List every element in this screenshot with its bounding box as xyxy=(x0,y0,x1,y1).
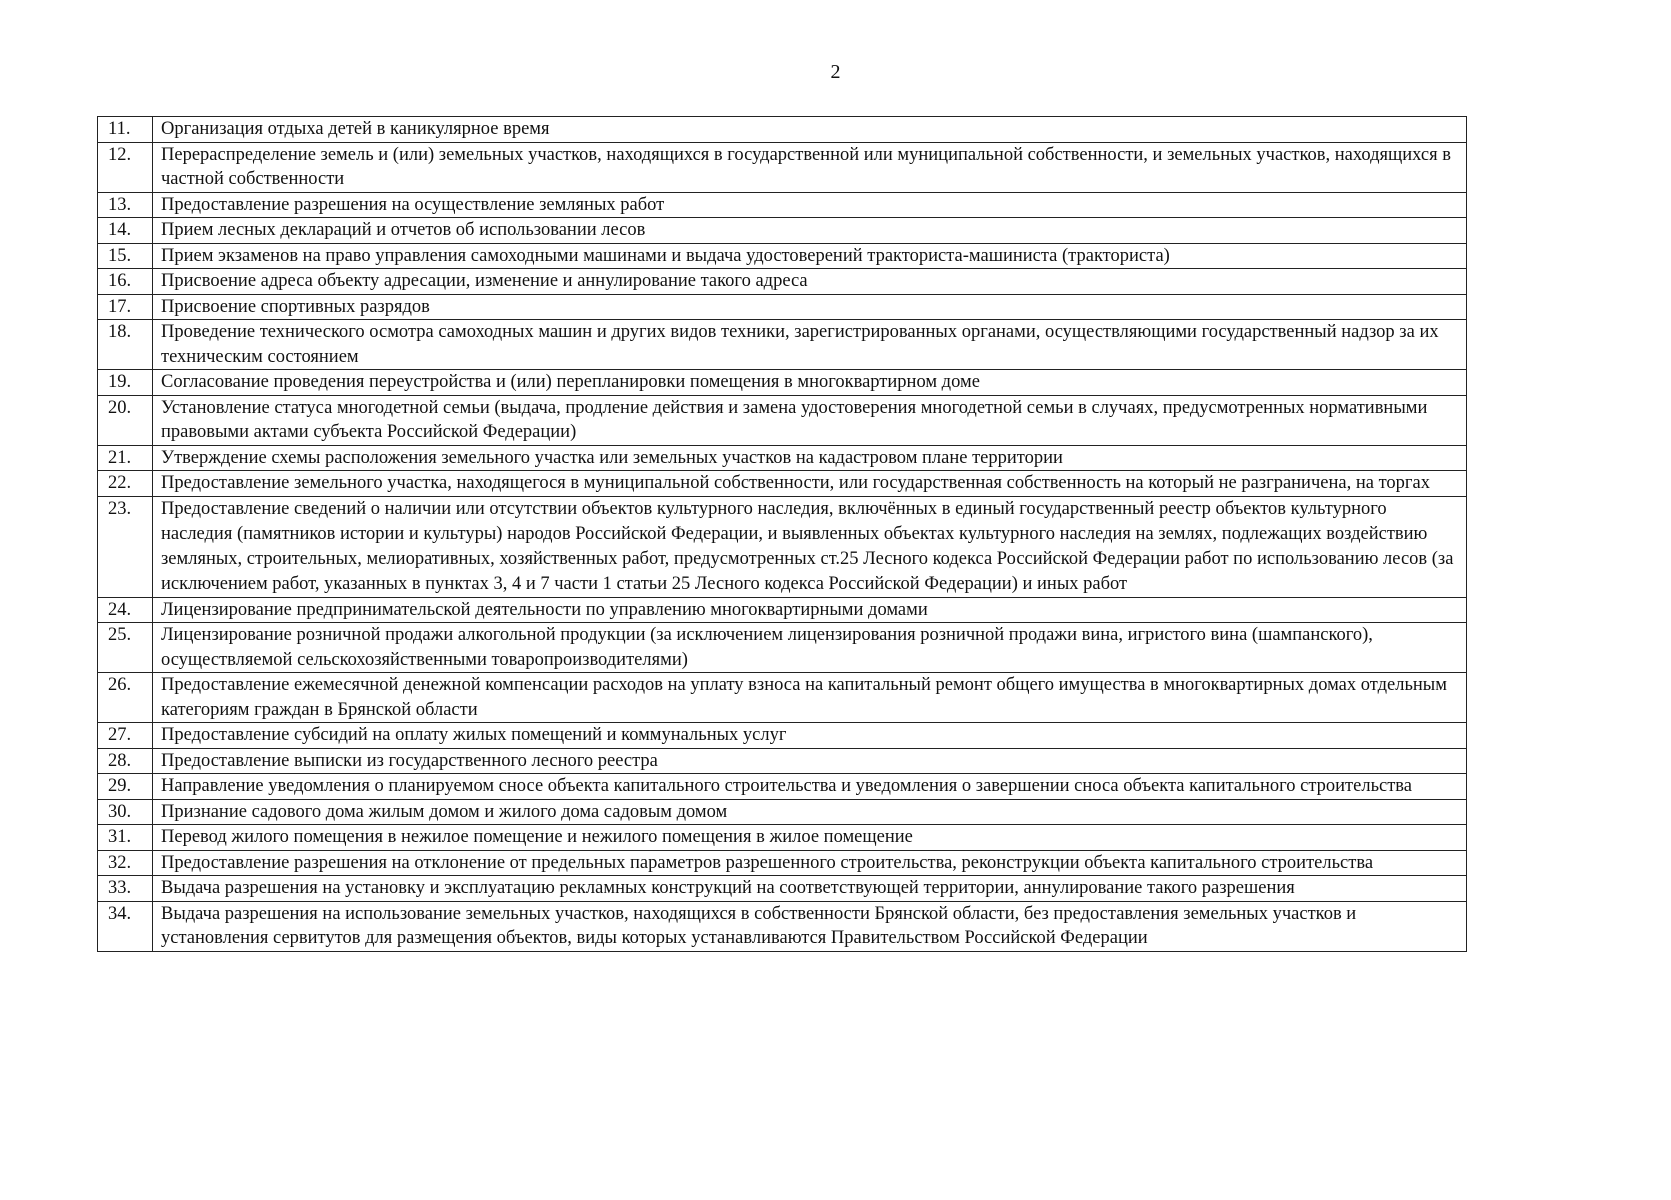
row-text: Предоставление разрешения на отклонение от предельных параметров разрешенного строительства, реконструкции объекта капитального строительства xyxy=(153,850,1467,876)
table-row xyxy=(98,471,1467,497)
table-row xyxy=(98,799,1467,825)
row-number: 18. xyxy=(98,320,153,370)
row-text: Проведение технического осмотра самоходных машин и других видов техники, зарегистрированных органами, осуществляющими государственный надзор за их техническим состоянием xyxy=(153,320,1467,370)
row-text: Утверждение схемы расположения земельного участка или земельных участков на кадастровом плане территории xyxy=(153,445,1467,471)
row-number: 25. xyxy=(98,623,153,673)
services-table xyxy=(97,116,1467,952)
row-text: Выдача разрешения на использование земельных участков, находящихся в собственности Брянской области, без предоставления земельных участков и установления сервитутов для размещения объектов, виды которых устанавливаются Правительством Российской Федерации xyxy=(153,901,1467,951)
row-number: 34. xyxy=(98,901,153,951)
table-row xyxy=(98,774,1467,800)
table-row xyxy=(98,269,1467,295)
table-row xyxy=(98,597,1467,623)
table-row xyxy=(98,294,1467,320)
table-row xyxy=(98,496,1467,597)
row-text: Предоставление сведений о наличии или отсутствии объектов культурного наследия, включённых в единый государственный реестр объектов культурного наследия (памятников истории и культуры) народов Российской Федерации, и выявленных объектах культурного наследия на землях, подлежащих воздействию земляных, строительных, мелиоративных, хозяйственных работ, предусмотренных ст.25 Лесного кодекса Российской Федерации работ по использованию лесов (за исключением работ, указанных в пунктах 3, 4 и 7 части 1 статьи 25 Лесного кодекса Российской Федерации) и иных работ xyxy=(153,496,1467,597)
row-number: 19. xyxy=(98,370,153,396)
row-text: Согласование проведения переустройства и (или) перепланировки помещения в многоквартирном доме xyxy=(153,370,1467,396)
row-text: Организация отдыха детей в каникулярное время xyxy=(153,117,1467,143)
row-text: Присвоение адреса объекту адресации, изменение и аннулирование такого адреса xyxy=(153,269,1467,295)
row-number: 14. xyxy=(98,218,153,244)
row-text: Перевод жилого помещения в нежилое помещение и нежилого помещения в жилое помещение xyxy=(153,825,1467,851)
row-text: Выдача разрешения на установку и эксплуатацию рекламных конструкций на соответствующей территории, аннулирование такого разрешения xyxy=(153,876,1467,902)
row-number: 12. xyxy=(98,142,153,192)
page-number: 2 xyxy=(830,61,841,83)
row-number: 32. xyxy=(98,850,153,876)
row-text: Установление статуса многодетной семьи (выдача, продление действия и замена удостоверения многодетной семьи в случаях, предусмотренных нормативными правовыми актами субъекта Российской Федерации) xyxy=(153,395,1467,445)
table-row xyxy=(98,850,1467,876)
row-number: 29. xyxy=(98,774,153,800)
table-row xyxy=(98,117,1467,143)
row-number: 31. xyxy=(98,825,153,851)
row-number: 22. xyxy=(98,471,153,497)
row-text: Лицензирование розничной продажи алкогольной продукции (за исключением лицензирования розничной продажи вина, игристого вина (шампанского), осуществляемой сельскохозяйственными товаропроизводителями) xyxy=(153,623,1467,673)
table-row xyxy=(98,825,1467,851)
row-text: Прием экзаменов на право управления самоходными машинами и выдача удостоверений тракториста-машиниста (тракториста) xyxy=(153,243,1467,269)
row-text: Предоставление субсидий на оплату жилых помещений и коммунальных услуг xyxy=(153,723,1467,749)
row-number: 30. xyxy=(98,799,153,825)
table-row xyxy=(98,876,1467,902)
row-number: 27. xyxy=(98,723,153,749)
row-text: Прием лесных деклараций и отчетов об использовании лесов xyxy=(153,218,1467,244)
row-number: 17. xyxy=(98,294,153,320)
table-row xyxy=(98,623,1467,673)
table-row xyxy=(98,395,1467,445)
row-text: Предоставление разрешения на осуществление земляных работ xyxy=(153,192,1467,218)
row-number: 33. xyxy=(98,876,153,902)
table-row xyxy=(98,192,1467,218)
row-number: 15. xyxy=(98,243,153,269)
row-number: 24. xyxy=(98,597,153,623)
row-text: Направление уведомления о планируемом сносе объекта капитального строительства и уведомления о завершении сноса объекта капитального строительства xyxy=(153,774,1467,800)
row-text: Предоставление земельного участка, находящегося в муниципальной собственности, или государственная собственность на который не разграничена, на торгах xyxy=(153,471,1467,497)
row-number: 26. xyxy=(98,673,153,723)
table-row xyxy=(98,320,1467,370)
table-row xyxy=(98,370,1467,396)
row-number: 13. xyxy=(98,192,153,218)
row-text: Признание садового дома жилым домом и жилого дома садовым домом xyxy=(153,799,1467,825)
table-row xyxy=(98,673,1467,723)
row-number: 21. xyxy=(98,445,153,471)
row-number: 28. xyxy=(98,748,153,774)
row-number: 16. xyxy=(98,269,153,295)
table-row xyxy=(98,723,1467,749)
row-text: Лицензирование предпринимательской деятельности по управлению многоквартирными домами xyxy=(153,597,1467,623)
row-number: 20. xyxy=(98,395,153,445)
row-text: Предоставление ежемесячной денежной компенсации расходов на уплату взноса на капитальный ремонт общего имущества в многоквартирных домах отдельным категориям граждан в Брянской области xyxy=(153,673,1467,723)
row-number: 11. xyxy=(98,117,153,143)
table-row xyxy=(98,901,1467,951)
row-number: 23. xyxy=(98,496,153,597)
row-text: Перераспределение земель и (или) земельных участков, находящихся в государственной или муниципальной собственности, и земельных участков, находящихся в частной собственности xyxy=(153,142,1467,192)
table-row xyxy=(98,748,1467,774)
table-row xyxy=(98,243,1467,269)
row-text: Предоставление выписки из государственного лесного реестра xyxy=(153,748,1467,774)
table-row xyxy=(98,445,1467,471)
row-text: Присвоение спортивных разрядов xyxy=(153,294,1467,320)
table-row xyxy=(98,142,1467,192)
table-row xyxy=(98,218,1467,244)
